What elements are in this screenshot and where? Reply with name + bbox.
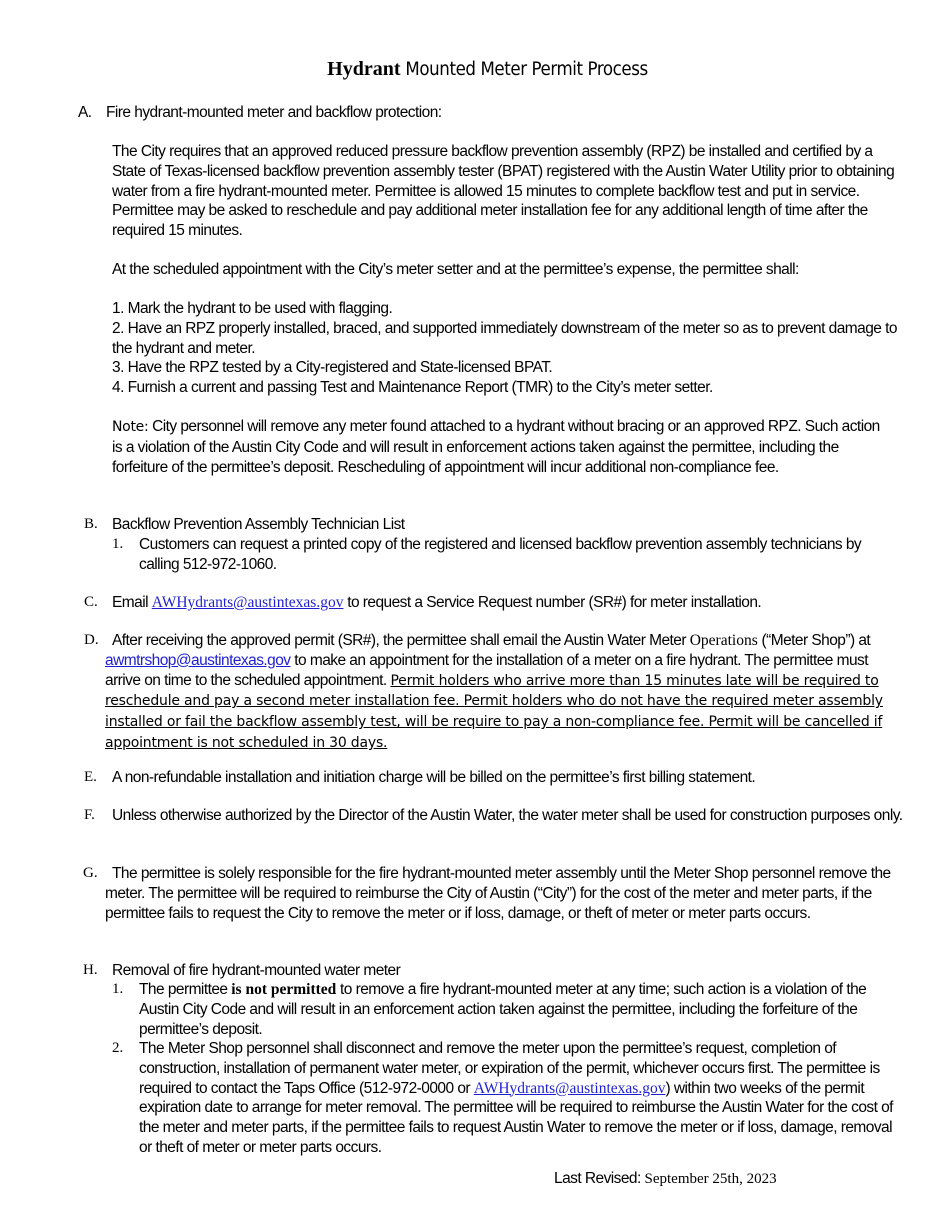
section-c-text: [112, 593, 902, 613]
section-d-text2: (“Meter Shop”) at: [757, 632, 871, 649]
section-b-sub-text: Customers can request a printed copy of the registered and licensed backflow prevention assembly technicians by calling 512-972-1060.: [139, 536, 862, 573]
section-g-text: The permittee is solely responsible for the fire hydrant-mounted meter assembly until the Meter Shop personnel remove the meter. The permittee will be required to reimburse the City of Austin (“City”) for the cost of the meter and meter parts, if the permittee fails to request the City to remove the meter or if loss, damage, or theft of meter or meter parts occurs.: [105, 865, 891, 922]
section-g-marker: G.: [83, 865, 98, 881]
section-h-heading: Removal of fire hydrant-mounted water meter: [112, 962, 401, 979]
section-d-text3: to make an appointment for the installation of a meter on a fire hydrant. The permittee must arrive on time to the scheduled appointment.: [105, 651, 869, 689]
section-a-item2: 2. Have an RPZ properly installed, braced, and supported immediately downstream of the meter so as to prevent damage to the hydrant and meter.: [112, 320, 897, 357]
section-d-underlined: Permit holders who arrive more than 15 minutes late will be required to reschedule and pay a second meter installation fee. Permit holders who do not have the required meter assembly installed or fail the backflow assembly test, will be require to pay a non-compliance fee. Permit will be cancelled if appointment is not scheduled in 30 days.: [105, 672, 883, 751]
section-d-text1: After receiving the approved permit (SR#), the permittee shall email the Austin Water Meter: [112, 632, 690, 649]
section-h-sub1-text: [139, 980, 904, 1039]
sub2-before: The Meter Shop personnel shall disconnect and remove the meter upon the permittee’s request, completion of construction, installation of permanent water meter, or expiration of the permit, whichever occurs first. The permittee is required to contact the Taps Office (512-972-0000 or: [139, 1040, 880, 1097]
section-c-marker: C.: [84, 594, 98, 610]
section-b-marker: B.: [84, 516, 98, 532]
section-e-marker: E.: [84, 769, 97, 785]
section-a-heading: Fire hydrant-mounted meter and backflow protection:: [106, 104, 442, 121]
section-d-text: [105, 631, 903, 754]
section-f-marker: F.: [84, 807, 95, 823]
sub1-after: to remove a fire hydrant-mounted meter at any time; such action is a violation of the Austin City Code and will result in an enforcement action taken against the permittee, including the forfeiture of the permittee’s deposit.: [139, 981, 867, 1038]
section-h-sub2-marker: 2.: [112, 1040, 124, 1056]
note-label: Note:: [112, 419, 149, 435]
section-h-marker: H.: [83, 962, 98, 978]
section-h-sub1-marker: 1.: [112, 981, 124, 997]
sub1-bold: is not permitted: [231, 981, 337, 998]
sub1-before: The permittee: [139, 981, 232, 998]
section-b-sub-marker: 1.: [112, 536, 124, 552]
title-bold: Hydrant: [327, 58, 401, 80]
meter-shop-email-link[interactable]: awmtrshop@austintexas.gov: [105, 651, 291, 669]
section-a-note: [112, 417, 887, 477]
section-a-para1: The City requires that an approved reduced pressure backflow prevention assembly (RPZ) be installed and certified by a State of Texas-licensed backflow prevention assembly tester (BPAT) registered with the Austin Water Utility prior to obtaining water from a fire hydrant-mounted meter. Permittee is allowed 15 minutes to complete backflow test and put in service. Permittee may be asked to reschedule and pay additional meter installation fee for any additional length of time after the required 15 minutes.: [112, 143, 895, 240]
section-c-before: Email: [112, 594, 152, 611]
section-c-after: to request a Service Request number (SR#) for meter installation.: [343, 594, 762, 611]
title-rest: Mounted Meter Permit Process: [400, 59, 648, 80]
last-revised-label: Last Revised:: [554, 1170, 645, 1187]
sub2-after: ) within two weeks of the permit expiration date to arrange for meter removal. The permittee will be required to reimburse the Austin Water for the cost of the meter and meter parts, if the permittee fails to request Austin Water to remove the meter or if loss, damage, removal or theft of meter or meter parts occurs.: [139, 1079, 893, 1156]
section-a-item3: 3. Have the RPZ tested by a City-registered and State-licensed BPAT.: [112, 359, 553, 376]
section-a-marker: A.: [78, 104, 92, 121]
last-revised-date: September 25th, 2023: [644, 1171, 777, 1187]
section-d-operations: Operations: [689, 632, 758, 649]
section-d-marker: D.: [84, 632, 99, 648]
page-title: [0, 57, 950, 82]
section-a-item1: 1. Mark the hydrant to be used with flagging.: [112, 300, 393, 317]
section-b-heading: Backflow Prevention Assembly Technician List: [112, 516, 405, 533]
section-h-sub2-text: [139, 1039, 904, 1158]
note-text: City personnel will remove any meter found attached to a hydrant without bracing or an approved RPZ. Such action is a violation of the Austin City Code and will result in enforcement actions taken against the permittee, including the forfeiture of the permittee’s deposit. Rescheduling of appointment will incur additional non-compliance fee.: [112, 418, 880, 476]
section-a-para2: At the scheduled appointment with the City’s meter setter and at the permittee’s expense, the permittee shall:: [112, 261, 799, 278]
awhydrants-email-link[interactable]: AWHydrants@austintexas.gov: [151, 594, 344, 611]
section-e-text: A non-refundable installation and initiation charge will be billed on the permittee’s first billing statement.: [112, 769, 756, 786]
taps-office-email-link[interactable]: AWHydrants@austintexas.gov: [473, 1079, 666, 1097]
section-f-text: Unless otherwise authorized by the Director of the Austin Water, the water meter shall be used for construction purposes only.: [112, 807, 903, 824]
last-revised: [554, 1169, 777, 1190]
section-a-item4: 4. Furnish a current and passing Test and Maintenance Report (TMR) to the City’s meter setter.: [112, 379, 713, 396]
